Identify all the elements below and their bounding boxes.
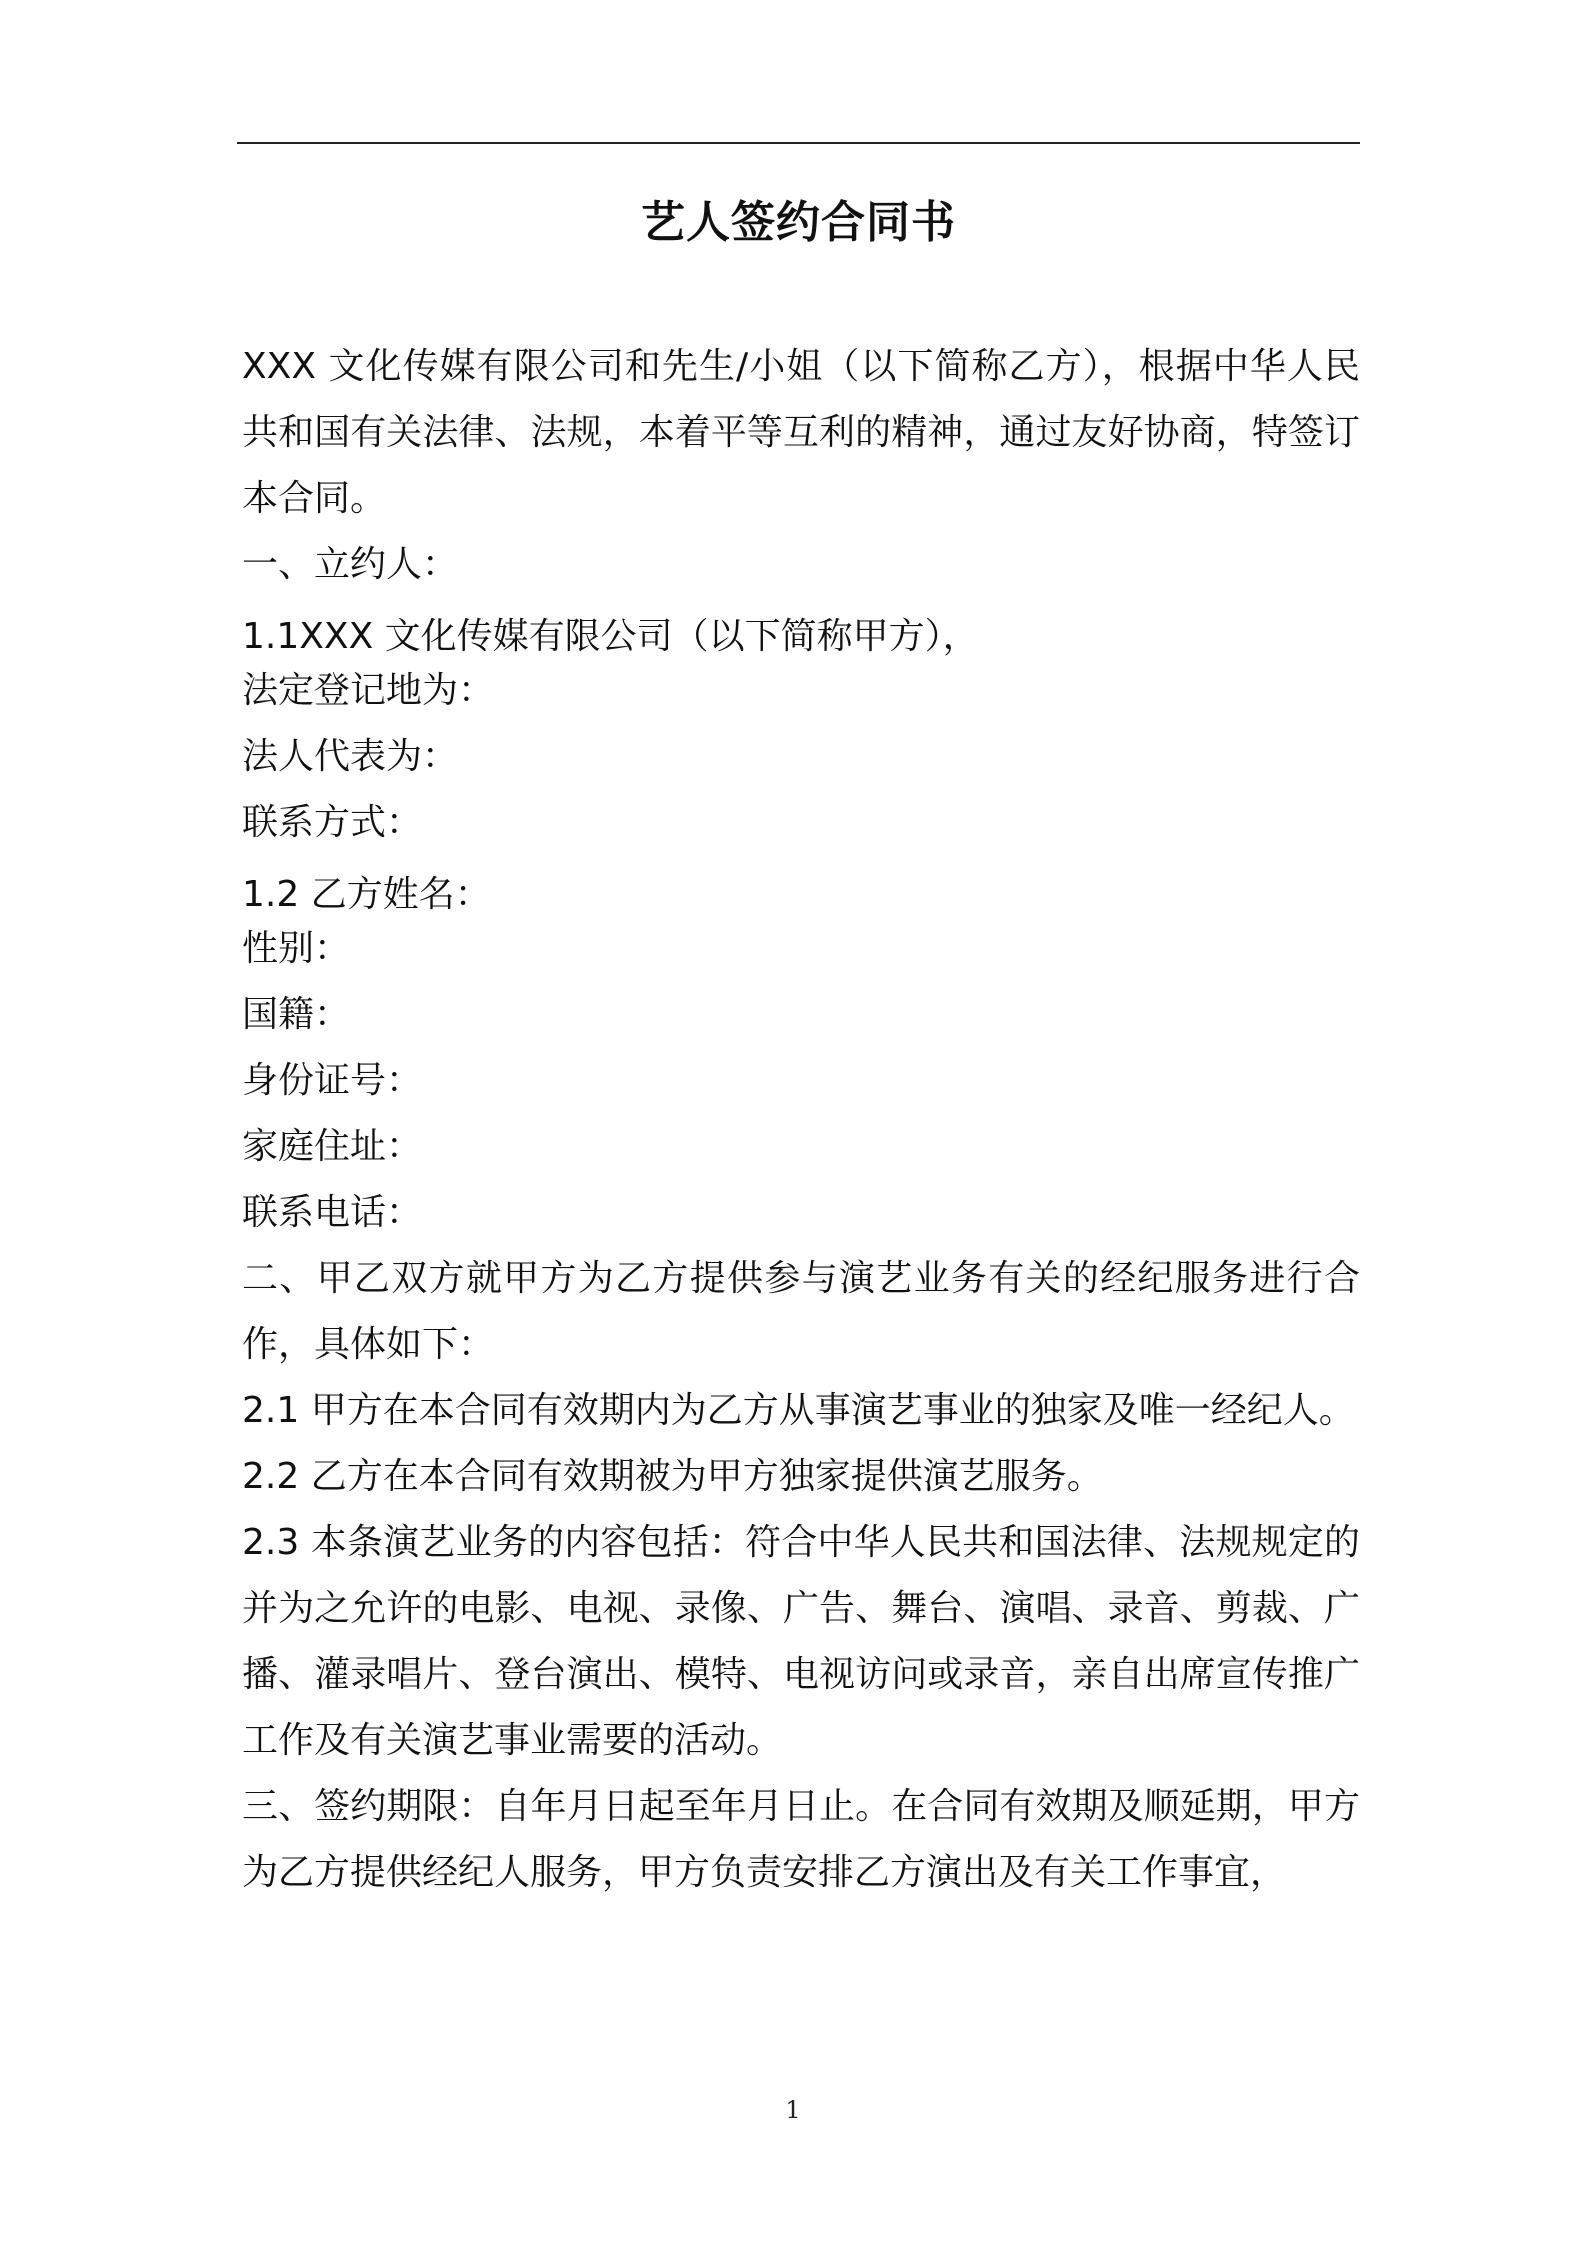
document-body <box>242 334 1360 1906</box>
page-number: 1 <box>785 2096 801 2124</box>
home-address-field: 家庭住址： <box>242 1126 423 1167</box>
nationality-field: 国籍： <box>242 994 351 1035</box>
clause-1-1: 1.1XXX 文化传媒有限公司（以下简称甲方）， <box>242 616 979 657</box>
legal-representative-field: 法人代表为： <box>242 736 459 777</box>
phone-field: 联系电话： <box>242 1192 423 1233</box>
header-rule <box>237 142 1360 144</box>
contact-method-field: 联系方式： <box>242 802 423 843</box>
registered-address-field: 法定登记地为： <box>242 670 495 711</box>
clause-2-2: 2.2 乙方在本合同有效期被为甲方独家提供演艺服务。 <box>242 1456 1103 1497</box>
document-title: 艺人签约合同书 <box>641 197 956 248</box>
gender-field: 性别： <box>242 928 351 969</box>
clause-2-1: 2.1 甲方在本合同有效期内为乙方从事演艺事业的独家及唯一经纪人。 <box>242 1390 1355 1431</box>
id-number-field: 身份证号： <box>242 1060 423 1101</box>
clause-2-3: 2.3 本条演艺业务的内容包括：符合中华人民共和国法律、法规规定的并为之允许的电影、电视、录像、广告、舞台、演唱、录音、剪裁、广播、灌录唱片、登台演出、模特、电视访问或录音，亲自出席宣传推广工作及有关演艺事业需要的活动。 <box>242 1522 1360 1761</box>
section-1-heading: 一、立约人： <box>242 544 459 585</box>
section-3-paragraph: 三、签约期限：自年月日起至年月日止。在合同有效期及顺延期，甲方为乙方提供经纪人服务，甲方负责安排乙方演出及有关工作事宜， <box>242 1786 1360 1893</box>
clause-1-2: 1.2 乙方姓名： <box>242 874 491 915</box>
preamble-paragraph: XXX 文化传媒有限公司和先生/小姐（以下简称乙方），根据中华人民共和国有关法律、法规，本着平等互利的精神，通过友好协商，特签订本合同。 <box>242 346 1360 519</box>
section-2-heading: 二、甲乙双方就甲方为乙方提供参与演艺业务有关的经纪服务进行合作，具体如下： <box>242 1258 1360 1365</box>
